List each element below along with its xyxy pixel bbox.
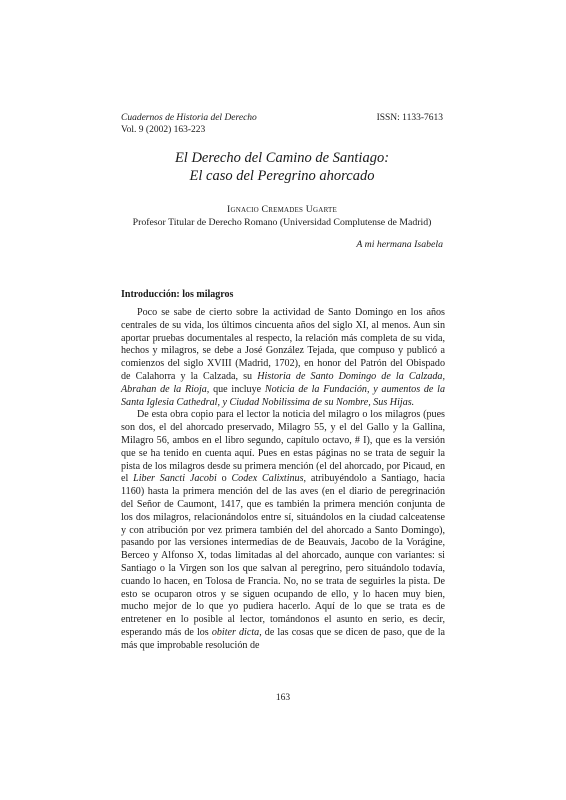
dedication: A mi hermana Isabela	[356, 239, 443, 250]
article-title	[121, 149, 443, 185]
section-heading: Introducción: los milagros	[121, 289, 234, 300]
body-text	[121, 307, 445, 653]
issn: ISSN: 1133-7613	[376, 113, 443, 123]
title-line-2: El caso del Peregrino ahorcado	[189, 168, 375, 184]
author-block	[121, 203, 443, 229]
journal-volume: Vol. 9 (2002) 163-223	[121, 125, 206, 135]
journal-info	[121, 112, 257, 136]
author-affiliation: Profesor Titular de Derecho Romano (Universidad Complutense de Madrid)	[132, 217, 432, 228]
paragraph-2: De esta obra copio para el lector la noticia del milagro o los milagros (pues son dos, el del ahorcado preservado, Milagro 55, y el del Gallo y la Gallina, Milagro 56, ambos en el libro segundo, capítulo octavo, # I), que es la versión que se ha tenido en cuenta aquí. Pues en estas páginas no se trata de seguir la pista de los milagros desde su primera mención (el del ahorcado, por Picaud, en el Liber Sancti Jacobi o Codex Calixtinus, atribuyéndolo a Santiago, hacia 1160) hasta la primera mención del de las aves (en el diario de peregrinación del Señor de Caumont, 1417, que es también la primera mención conjunta de los dos milagros, relacionándolos entre sí, situándolos en la ciudad calceatense y con atribución por vez primera también del del ahorcado a Santo Domingo), pasando por las versiones intermedias de de Beauvais, Jacobo de la Vorágine, Berceo y Alfonso X, todas limitadas al del ahorcado, aunque con variantes: si Santiago o la Virgen son los que salvan al peregrino, pero situándolo todavía, cuando lo hacen, en Tolosa de Francia. No, no se trata de seguirles la pista. De esto se ocuparon otros y se siguen ocupando de ello, y lo hacen muy bien, mucho mejor de lo que yo pudiera hacerlo. Aquí de lo que se trata es de entretener en lo posible al lector, tomándonos el asunto en serio, es decir, esperando más de los obiter dicta, de las cosas que se dicen de paso, que de la más que improbable resolución de	[121, 409, 446, 651]
title-line-1: El Derecho del Camino de Santiago:	[174, 150, 390, 166]
author-name: Ignacio Cremades Ugarte	[227, 204, 337, 215]
page-number: 163	[275, 693, 291, 703]
journal-title: Cuadernos de Historia del Derecho	[121, 113, 257, 123]
paragraph-1: Poco se sabe de cierto sobre la actividad de Santo Domingo en los años centrales de su vida, los últimos cincuenta años del siglo XI, al menos. Aun sin aportar pruebas documentales al respecto, la relación más completa de su vida, hechos y milagros, se debe a José González Tejada, que compuso y publicó a comienzos del siglo XVIII (Madrid, 1702), en honor del Patrón del Obispado de Calahorra y la Calzada, su Historia de Santo Domingo de la Calzada, Abrahan de la Rioja, que incluye Noticia de la Fundación, y aumentos de la Santa Iglesia Cathedral, y Ciudad Nobilissima de su Nombre, Sus Hijas.	[121, 307, 446, 408]
